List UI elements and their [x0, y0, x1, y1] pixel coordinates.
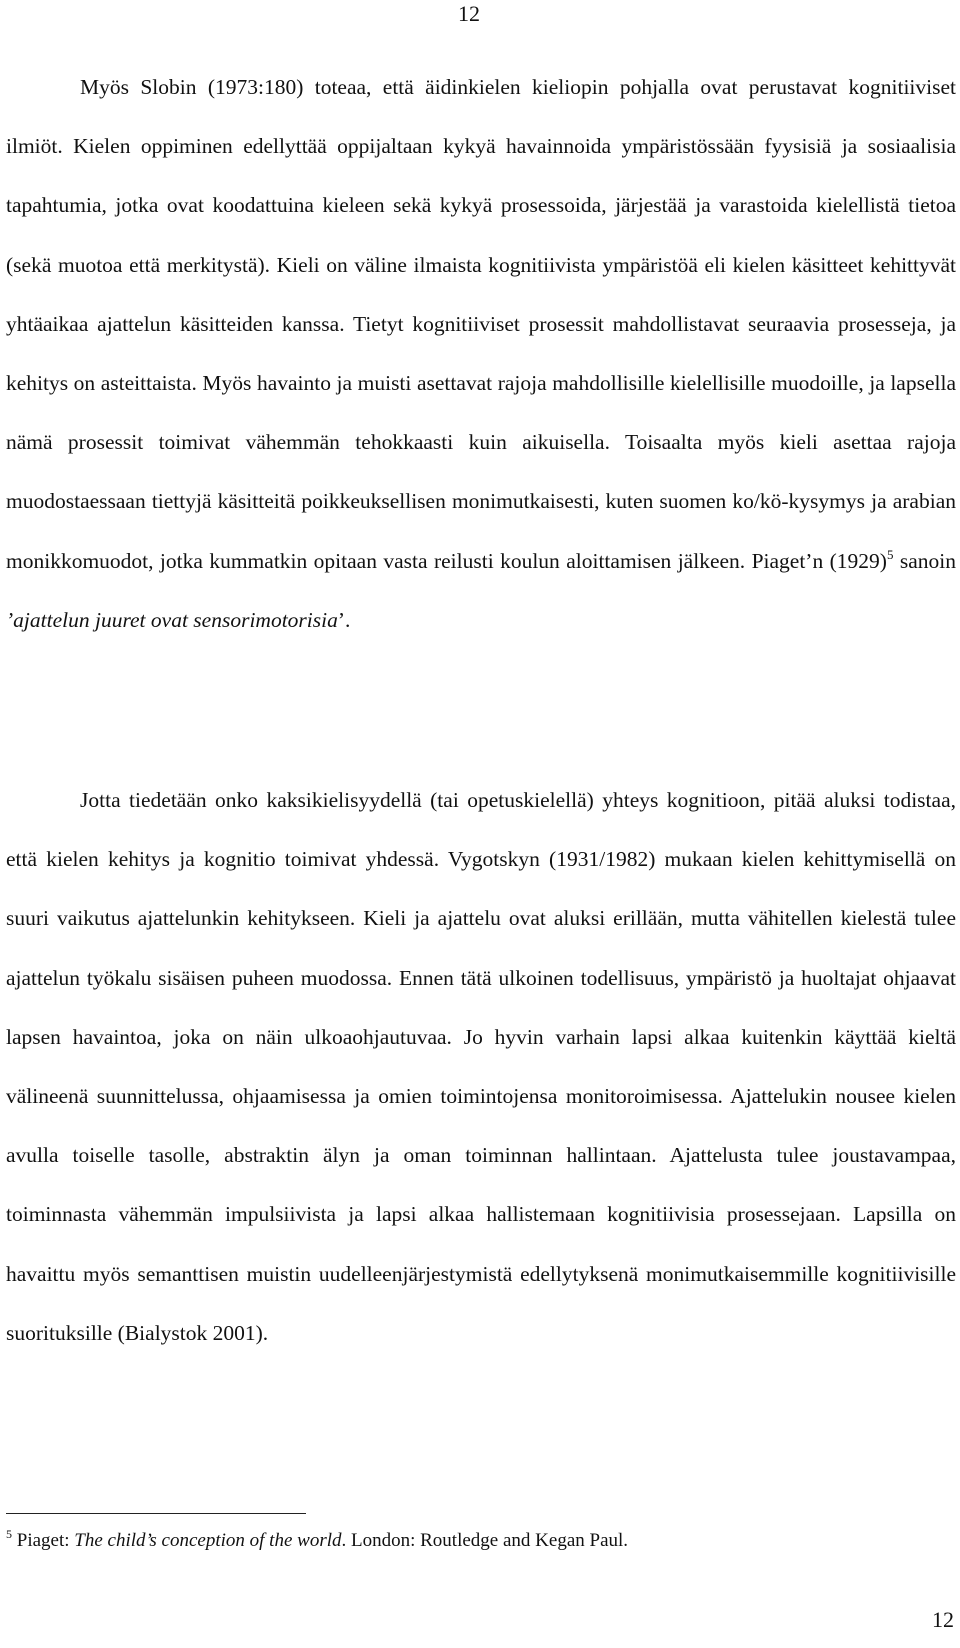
- quote-italic: ’ajattelun juuret ovat sensorimotorisia: [6, 607, 338, 632]
- footnote: [6, 1528, 946, 1554]
- footnote-divider: [6, 1513, 306, 1514]
- paragraph-1-continuation: sanoin: [893, 548, 956, 573]
- paragraph-1: [6, 58, 956, 650]
- page-number-top: 12: [458, 1, 480, 26]
- footnote-reference: 5: [886, 546, 894, 562]
- quote-end: ’.: [337, 607, 351, 632]
- footnote-suffix: . London: Routledge and Kegan Paul.: [341, 1530, 629, 1551]
- footnote-title: The child’s conception of the world: [74, 1530, 342, 1551]
- page-number-bottom: 12: [932, 1607, 954, 1632]
- paragraph-1-text: Myös Slobin (1973:180) toteaa, että äidinkielen kieliopin pohjalla ovat perustavat kognitiiviset ilmiöt. Kielen oppiminen edellyttää oppijaltaan kykyä havainnoida ympäristössään fyysisiä ja sosiaalisia tapahtumia, jotka ovat koodattuina kieleen sekä kykyä prosessoida, järjestää ja varastoida kielellistä tietoa (sekä muotoa että merkitystä). Kieli on väline ilmaista kognitiivista ympäristöä eli kielen käsitteet kehittyvät yhtäaikaa ajattelun käsitteiden kanssa. Tietyt kognitiiviset prosessit mahdollistavat seuraavia prosesseja, ja kehitys on asteittaista. Myös havainto ja muisti asettavat rajoja mahdollisille kielellisille muodoille, ja lapsella nämä prosessit toimivat vähemmän tehokkaasti kuin aikuisella. Toisaalta myös kieli asettaa rajoja muodostaessaan tiettyjä käsitteitä poikkeuksellisen monimutkaisesti, kuten suomen ko/kö-kysymys ja arabian monikkomuodot, jotka kummatkin opitaan vasta reilusti koulun aloittamisen jälkeen. Piaget’n (1929): [6, 75, 956, 573]
- footnote-number: 5: [6, 1527, 12, 1541]
- paragraph-2-text: Jotta tiedetään onko kaksikielisyydellä (tai opetuskielellä) yhteys kognitioon, pitää aluksi todistaa, että kielen kehitys ja kognitio toimivat yhdessä. Vygotskyn (1931/1982) mukaan kielen kehittymisellä on suuri vaikutus ajattelunkin kehitykseen. Kieli ja ajattelu ovat aluksi erillään, mutta vähitellen kielestä tulee ajattelun työkalu sisäisen puheen muodossa. Ennen tätä ulkoinen todellisuus, ympäristö ja huoltajat ohjaavat lapsen havaintoa, joka on näin ulkoaohjautuvaa. Jo hyvin varhain lapsi alkaa kuitenkin käyttää kieltä välineenä suunnittelussa, ohjaamisessa ja omien toimintojensa monitoroimisessa. Ajattelukin nousee kielen avulla toiselle tasolle, abstraktin älyn ja oman toiminnan hallintaan. Ajattelusta tulee joustavampaa, toiminnasta vähemmän impulsiivista ja lapsi alkaa hallistemaan kognitiivisia prosessejaan. Lapsilla on havaittu myös semanttisen muistin uudelleenjärjestymistä edellytyksenä monimutkaisemmille kognitiivisille suorituksille (Bialystok 2001).: [6, 788, 956, 1345]
- paragraph-2: [6, 771, 956, 1363]
- footnote-prefix: Piaget:: [12, 1530, 75, 1551]
